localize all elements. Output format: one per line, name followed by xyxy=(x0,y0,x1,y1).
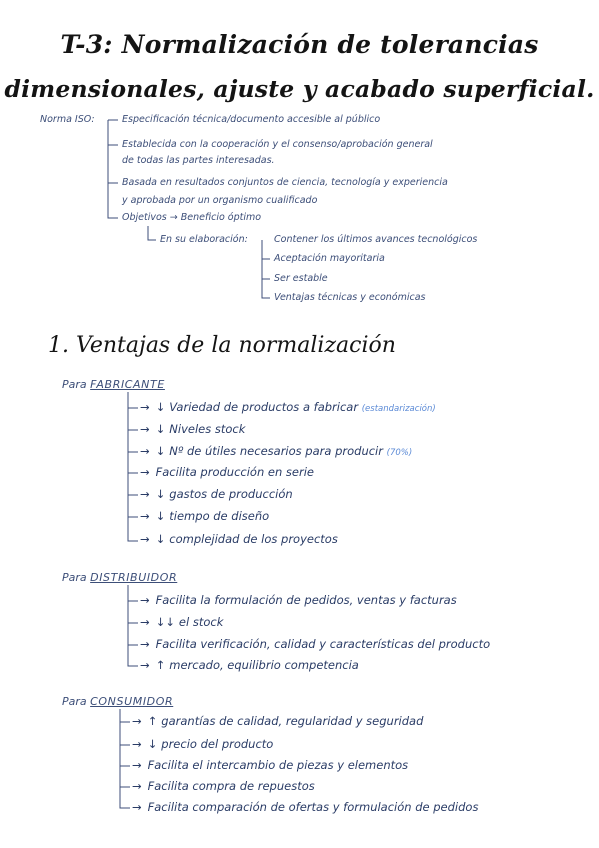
down-arrow-icon: ↓ xyxy=(155,422,166,436)
item-text: garantías de calidad, regularidad y seguridad xyxy=(161,714,424,728)
section-prefix: Para xyxy=(62,571,87,584)
arrow-icon: → xyxy=(140,487,150,501)
item-text: Facilita verificación, calidad y características del producto xyxy=(155,637,491,651)
consumidor-item xyxy=(132,737,273,751)
arrow-icon: → xyxy=(140,637,150,651)
page-title-line-1: T-3: Normalización de tolerancias xyxy=(60,30,539,59)
down-arrow-icon: ↓ xyxy=(155,487,166,501)
norma-item: Establecida con la cooperación y el consenso/aprobación general xyxy=(122,139,433,150)
item-text: Facilita producción en serie xyxy=(155,465,314,479)
item-text: Facilita la formulación de pedidos, ventas y facturas xyxy=(155,593,457,607)
item-text: precio del producto xyxy=(161,737,274,751)
arrow-icon: → xyxy=(140,400,150,414)
down-arrow-icon: ↓ xyxy=(155,444,166,458)
arrow-icon: → xyxy=(140,422,150,436)
item-text: Niveles stock xyxy=(169,422,246,436)
norma-item: Basada en resultados conjuntos de ciencia, tecnología y experiencia xyxy=(122,177,448,188)
item-text: Facilita el intercambio de piezas y elementos xyxy=(147,758,409,772)
arrow-icon: → xyxy=(140,444,150,458)
section-prefix: Para xyxy=(62,378,87,391)
distribuidor-item xyxy=(140,637,490,651)
section-label: FABRICANTE xyxy=(90,378,165,391)
down-arrow-icon: ↓ xyxy=(155,400,166,414)
fabricante-item xyxy=(140,509,269,523)
item-text: Facilita comparación de ofertas y formulación de pedidos xyxy=(147,800,479,814)
item-text: tiempo de diseño xyxy=(169,509,270,523)
norma-label: Norma ISO: xyxy=(40,114,95,125)
arrow-icon: → xyxy=(140,532,150,546)
norma-item: Especificación técnica/documento accesible al público xyxy=(122,114,381,125)
distribuidor-item xyxy=(140,593,457,607)
down-arrow-icon: ↓ xyxy=(155,532,166,546)
section-label: DISTRIBUIDOR xyxy=(90,571,178,584)
distribuidor-item xyxy=(140,658,359,672)
norma-item: de todas las partes interesadas. xyxy=(122,155,275,166)
up-arrow-icon: ↑ xyxy=(155,658,166,672)
arrow-icon: → xyxy=(132,737,142,751)
arrow-icon: → xyxy=(140,509,150,523)
arrow-icon: → xyxy=(140,465,150,479)
section-label: CONSUMIDOR xyxy=(90,695,174,708)
fabricante-item xyxy=(140,422,245,436)
item-aside: (estandarización) xyxy=(361,404,436,414)
fabricante-item xyxy=(140,532,338,546)
norma-sub-item: Contener los últimos avances tecnológicos xyxy=(274,234,478,245)
arrow-icon: → xyxy=(140,658,150,672)
consumidor-item xyxy=(132,800,478,814)
item-aside: (70%) xyxy=(386,448,413,458)
item-text: Variedad de productos a fabricar xyxy=(169,400,359,414)
up-arrow-icon: ↑ xyxy=(147,714,158,728)
norma-sub-item: Ventajas técnicas y económicas xyxy=(274,292,426,303)
arrow-icon: → xyxy=(140,593,150,607)
down-arrow-icon: ↓ xyxy=(155,509,166,523)
section-prefix: Para xyxy=(62,695,87,708)
consumidor-heading xyxy=(62,695,173,708)
fabricante-item xyxy=(140,400,436,414)
norma-sub-label: En su elaboración: xyxy=(160,234,248,245)
double-down-arrow-icon: ↓↓ xyxy=(155,615,175,629)
item-text: mercado, equilibrio competencia xyxy=(169,658,359,672)
arrow-icon: → xyxy=(132,758,142,772)
norma-objectives: Objetivos → Beneficio óptimo xyxy=(122,212,262,223)
arrow-icon: → xyxy=(132,714,142,728)
arrow-icon: → xyxy=(140,615,150,629)
norma-sub-item: Aceptación mayoritaria xyxy=(274,253,385,264)
item-text: gastos de producción xyxy=(169,487,293,501)
consumidor-item xyxy=(132,714,423,728)
distribuidor-heading xyxy=(62,571,177,584)
fabricante-heading xyxy=(62,378,165,391)
down-arrow-icon: ↓ xyxy=(147,737,158,751)
norma-item: y aprobada por un organismo cualificado xyxy=(122,195,318,206)
page-title-line-2: dimensionales, ajuste y acabado superficial. xyxy=(4,75,595,103)
fabricante-item xyxy=(140,444,412,458)
consumidor-item xyxy=(132,779,315,793)
item-text: el stock xyxy=(178,615,224,629)
fabricante-item xyxy=(140,487,293,501)
arrow-icon: → xyxy=(132,779,142,793)
consumidor-item xyxy=(132,758,408,772)
section-heading: 1. Ventajas de la normalización xyxy=(48,333,396,358)
fabricante-item xyxy=(140,465,314,479)
item-text: Facilita compra de repuestos xyxy=(147,779,315,793)
arrow-icon: → xyxy=(132,800,142,814)
item-text: complejidad de los proyectos xyxy=(169,532,338,546)
norma-sub-item: Ser estable xyxy=(274,273,328,284)
item-text: Nº de útiles necesarios para producir xyxy=(169,444,383,458)
distribuidor-item xyxy=(140,615,223,629)
